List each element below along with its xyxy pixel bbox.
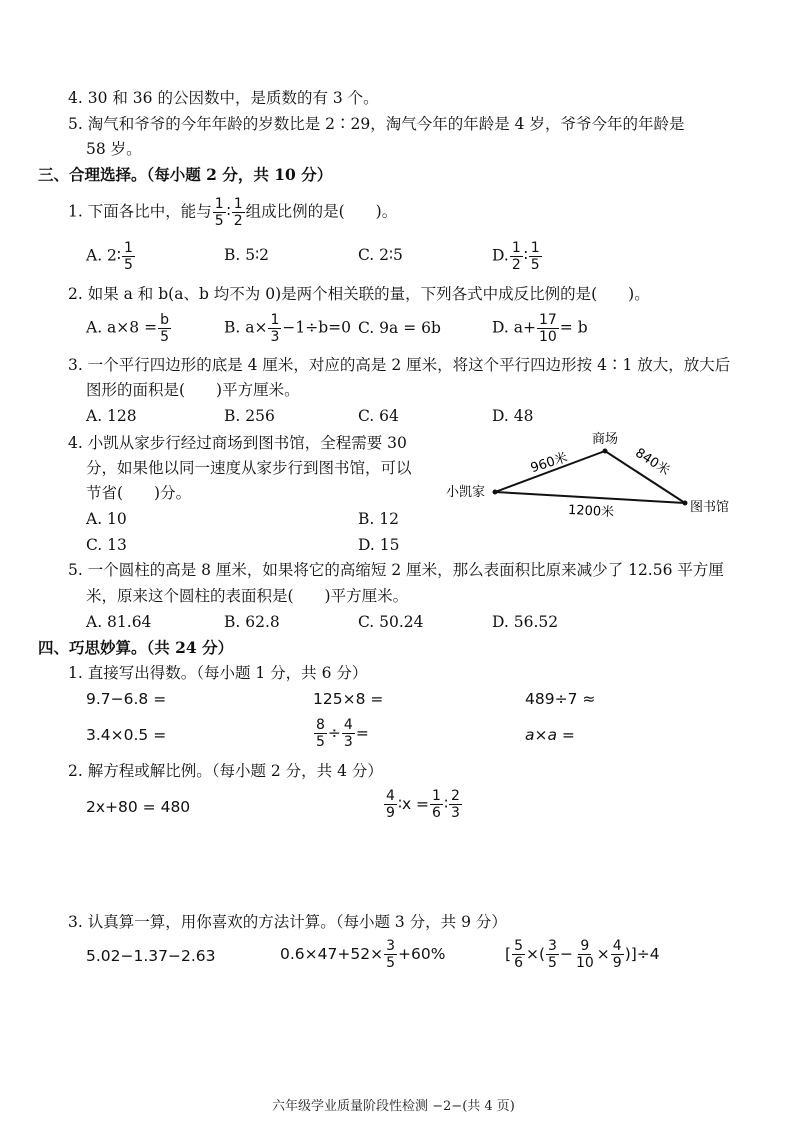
q5-option-b: B. 62.8 bbox=[224, 613, 280, 631]
calc-p2-title: 2. 解方程或解比例。（每小题 2 分，共 4 分） bbox=[68, 762, 383, 780]
q4-option-a: A. 10 bbox=[86, 510, 127, 528]
label-1200m: 1200米 bbox=[567, 502, 615, 521]
q1-option-c: C. 2∶5 bbox=[358, 246, 403, 264]
q2-option-c: C. 9a = 6b bbox=[358, 319, 441, 337]
section4-title: 四、巧思妙算。（共 24 分） bbox=[38, 638, 234, 657]
calc-p1-title: 1. 直接写出得数。（每小题 1 分，共 6 分） bbox=[68, 664, 368, 682]
q3-option-c: C. 64 bbox=[358, 407, 399, 425]
fraction: $\frac{1}{2}$ bbox=[233, 196, 243, 229]
edge-home-library bbox=[495, 492, 685, 503]
q4-option-c: C. 13 bbox=[86, 536, 127, 554]
q1-option-b: B. 5∶2 bbox=[224, 246, 270, 264]
calc-p1-e1: 9.7−6.8 = bbox=[86, 690, 167, 708]
choice-q4-line1: 4. 小凯从家步行经过商场到图书馆，全程需要 30 bbox=[68, 434, 407, 452]
page-footer: 六年级学业质量阶段性检测 −2−(共 4 页) bbox=[272, 1099, 515, 1114]
q2-option-d: D. a+ $\frac{17}{10}$ = b bbox=[492, 312, 588, 345]
calc-p2-e2: $\frac{4}{9}$ ∶x = $\frac{1}{6}$ ∶ $\frac{2}{3}$ bbox=[386, 788, 460, 821]
point-mall bbox=[603, 449, 608, 454]
choice-q4-line2: 分，如果他以同一速度从家步行到图书馆，可以 bbox=[86, 459, 412, 477]
calc-p1-e2: 125×8 = bbox=[313, 690, 384, 708]
q2-option-a: A. a×8 = $\frac{b}{5}$ bbox=[86, 312, 169, 345]
judge-q4: 4. 30 和 36 的公因数中，是质数的有 3 个。 bbox=[68, 89, 379, 107]
choice-q3-line1: 3. 一个平行四边形的底是 4 厘米，对应的高是 2 厘米，将这个平行四边形按 4∶1 放大，放大后 bbox=[68, 356, 731, 374]
q5-option-a: A. 81.64 bbox=[86, 613, 152, 631]
q1-option-d: D. $\frac{1}{2}$ ∶ $\frac{1}{5}$ bbox=[492, 240, 540, 273]
fraction: $\frac{1}{5}$ bbox=[214, 196, 224, 229]
q1-option-a: A. 2∶ $\frac{1}{5}$ bbox=[86, 240, 133, 273]
choice-q2-stem: 2. 如果 a 和 b(a、b 均不为 0)是两个相关联的量，下列各式中成反比例的是( )。 bbox=[68, 285, 650, 303]
calc-p1-e3: 489÷7 ≈ bbox=[525, 690, 596, 708]
choice-q1-stem: 1. 下面各比中，能与 $\frac{1}{5}$ ∶ $\frac{1}{2}$ 组成比例的是( )。 bbox=[68, 196, 398, 229]
calc-p1-e4: 3.4×0.5 = bbox=[86, 726, 167, 744]
label-mall: 商场 bbox=[592, 432, 619, 447]
q4-option-d: D. 15 bbox=[358, 536, 400, 554]
label-library: 图书馆 bbox=[690, 500, 730, 515]
calc-p1-e5: $\frac{8}{5}$ ÷ $\frac{4}{3}$ = bbox=[316, 717, 369, 750]
point-library bbox=[683, 501, 688, 506]
label-960m: 960米 bbox=[528, 450, 570, 477]
calc-p3-e3: [ $\frac{5}{6}$ ×( $\frac{3}{5}$ − $\frac{9}{10}$ × $\frac{4}{9}$ )]÷4 bbox=[505, 938, 660, 971]
judge-q5-line2: 58 岁。 bbox=[86, 140, 142, 158]
calc-p3-e2: 0.6×47+52× $\frac{3}{5}$ +60% bbox=[280, 938, 446, 971]
route-triangle-diagram bbox=[440, 425, 750, 525]
q5-option-c: C. 50.24 bbox=[358, 613, 424, 631]
choice-q3-line2: 图形的面积是( )平方厘米。 bbox=[86, 381, 300, 399]
choice-q4-line3: 节省( )分。 bbox=[86, 484, 192, 502]
choice-q5-line1: 5. 一个圆柱的高是 8 厘米，如果将它的高缩短 2 厘米，那么表面积比原来减少了 12.56 平方厘 bbox=[68, 561, 724, 579]
choice-q5-line2: 米，原来这个圆柱的表面积是( )平方厘米。 bbox=[86, 587, 409, 605]
q2-option-b: B. a× $\frac{1}{3}$ −1÷b=0 bbox=[224, 312, 352, 345]
q5-option-d: D. 56.52 bbox=[492, 613, 559, 631]
calc-p1-e6: a×a = bbox=[525, 726, 575, 744]
section3-title: 三、合理选择。（每小题 2 分，共 10 分） bbox=[38, 165, 333, 184]
calc-p2-e1: 2x+80 = 480 bbox=[86, 798, 191, 816]
q3-option-d: D. 48 bbox=[492, 407, 534, 425]
q3-option-a: A. 128 bbox=[86, 407, 137, 425]
label-840m: 840米 bbox=[632, 445, 673, 479]
point-home bbox=[493, 490, 498, 495]
judge-q5-line1: 5. 淘气和爷爷的今年年龄的岁数比是 2∶29，淘气今年的年龄是 4 岁，爷爷今年的年龄是 bbox=[68, 115, 685, 133]
calc-p3-title: 3. 认真算一算，用你喜欢的方法计算。（每小题 3 分，共 9 分） bbox=[68, 913, 507, 931]
q3-option-b: B. 256 bbox=[224, 407, 275, 425]
q4-option-b: B. 12 bbox=[358, 510, 399, 528]
label-home: 小凯家 bbox=[446, 485, 486, 500]
calc-p3-e1: 5.02−1.37−2.63 bbox=[86, 947, 216, 965]
